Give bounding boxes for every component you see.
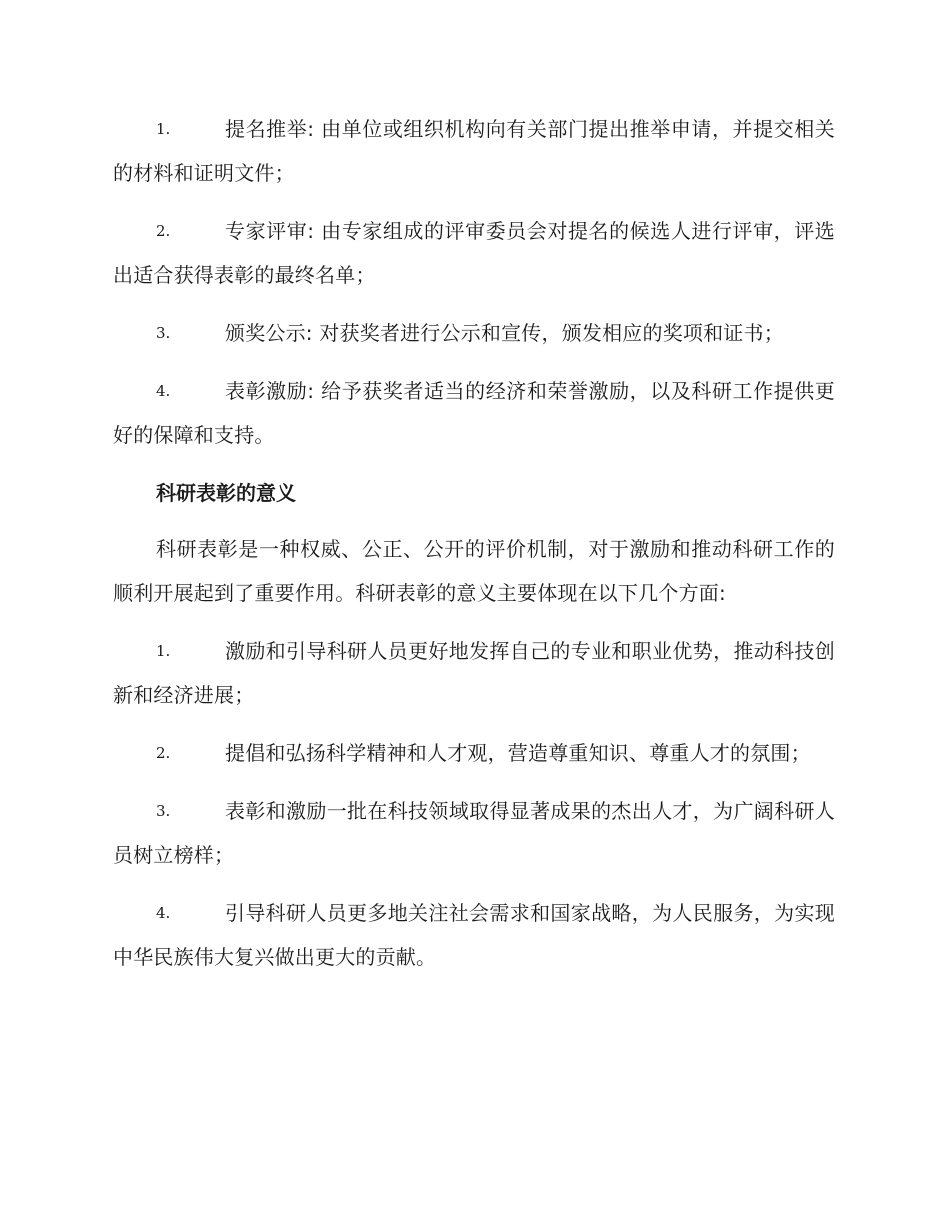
list-item-number: 2. bbox=[156, 744, 171, 762]
list-item-number: 1. bbox=[156, 642, 171, 660]
list-item-text: 专家评审: 由专家组成的评审委员会对提名的候选人进行评审，评选出适合获得表彰的最终名单； bbox=[113, 219, 835, 287]
list-item-number: 3. bbox=[156, 324, 171, 342]
list-item-text: 激励和引导科研人员更好地发挥自己的专业和职业优势，推动科技创新和经济进展； bbox=[113, 639, 835, 707]
list-item bbox=[113, 209, 835, 297]
list-item-number: 4. bbox=[156, 904, 171, 922]
list-item bbox=[113, 629, 835, 717]
list-item-text: 表彰和激励一批在科技领域取得显著成果的杰出人才，为广阔科研人员树立榜样； bbox=[113, 799, 835, 867]
list-item-number: 4. bbox=[156, 382, 171, 400]
section-intro-paragraph: 科研表彰是一种权威、公正、公开的评价机制，对于激励和推动科研工作的顺利开展起到了重要作用。科研表彰的意义主要体现在以下几个方面: bbox=[113, 537, 835, 605]
list-item-text: 颁奖公示: 对获奖者进行公示和宣传，颁发相应的奖项和证书； bbox=[225, 321, 784, 345]
list-item bbox=[113, 789, 835, 877]
list-item-number: 3. bbox=[156, 802, 171, 820]
list-item bbox=[113, 731, 835, 775]
list-item-number: 2. bbox=[156, 222, 171, 240]
significance-list bbox=[113, 629, 835, 979]
list-item-text: 提名推举: 由单位或组织机构向有关部门提出推举申请，并提交相关的材料和证明文件； bbox=[113, 117, 835, 185]
list-item-text: 提倡和弘扬科学精神和人才观，营造尊重知识、尊重人才的氛围； bbox=[225, 741, 811, 765]
list-item bbox=[113, 311, 835, 355]
list-item bbox=[113, 107, 835, 195]
list-item bbox=[113, 369, 835, 457]
section-heading: 科研表彰的意义 bbox=[156, 481, 296, 505]
list-item bbox=[113, 891, 835, 979]
list-item-text: 引导科研人员更多地关注社会需求和国家战略，为人民服务，为实现中华民族伟大复兴做出更大的贡献。 bbox=[113, 901, 835, 969]
list-item-text: 表彰激励: 给予获奖者适当的经济和荣誉激励，以及科研工作提供更好的保障和支持。 bbox=[113, 379, 835, 447]
document-body bbox=[113, 107, 835, 993]
process-list bbox=[113, 107, 835, 457]
list-item-number: 1. bbox=[156, 120, 171, 138]
